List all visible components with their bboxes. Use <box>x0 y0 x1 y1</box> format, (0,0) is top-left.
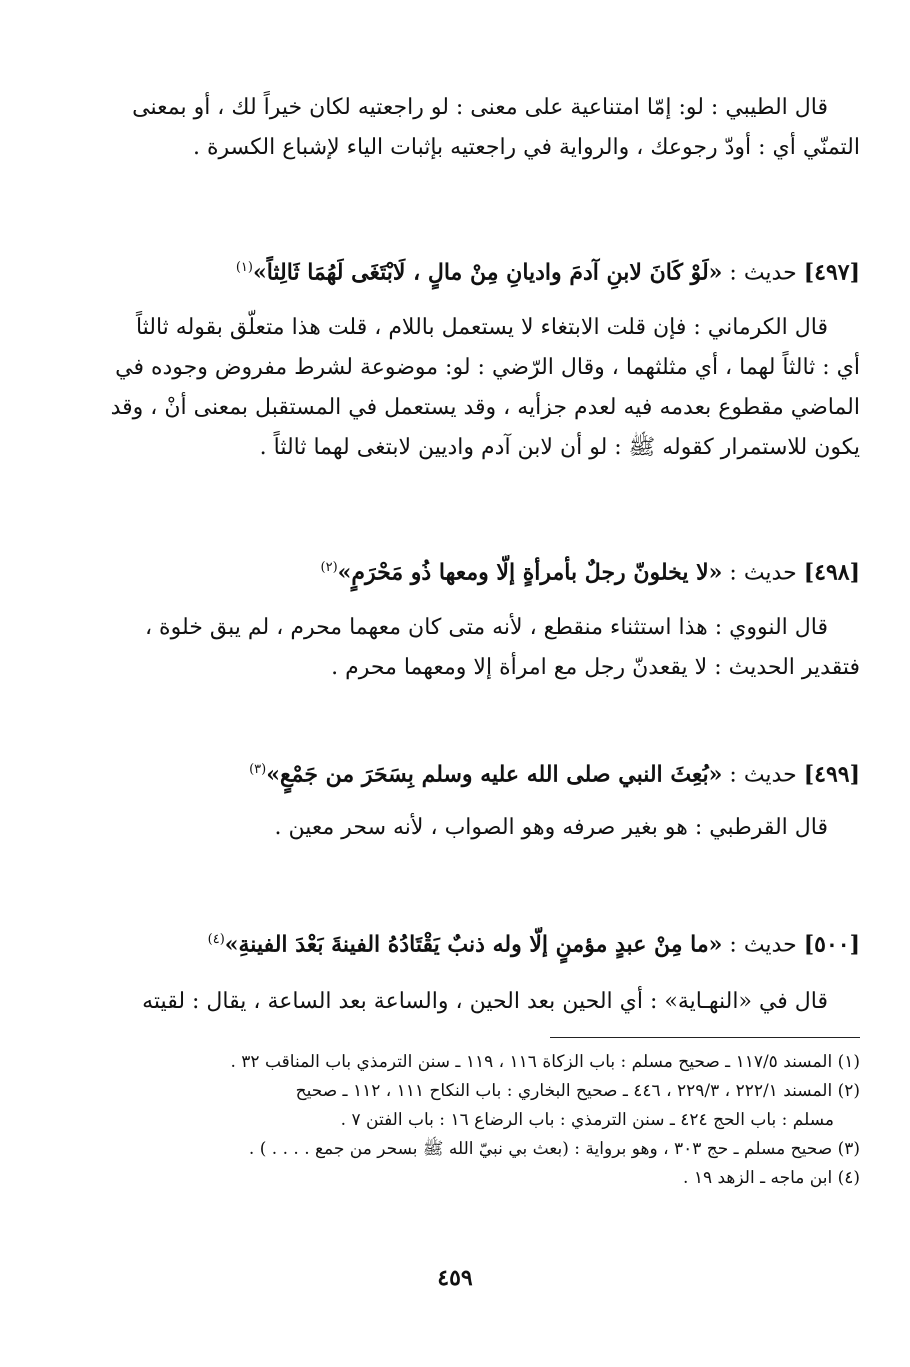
footnote-separator <box>550 1037 860 1038</box>
hadith-number: [٤٩٩] <box>803 761 860 788</box>
commentary-line: قال النووي : هذا استثناء منقطع ، لأنه متى كان معهما محرم ، لم يبق خلوة ، <box>144 615 828 640</box>
hadith-number: [٤٩٨] <box>803 559 860 586</box>
hadith-label: حديث : <box>729 260 797 286</box>
hadith-number: [٤٩٧] <box>803 259 860 286</box>
paragraph-line: التمنّي أي : أودّ رجوعك ، والرواية في راجعتيه بإثبات الياء لإشباع الكسرة . <box>192 135 860 160</box>
footnote-ref: (١) <box>235 260 253 275</box>
hadith-label: حديث : <box>729 560 797 586</box>
hadith-heading-498 <box>50 550 860 591</box>
commentary-497 <box>50 308 860 468</box>
commentary-line: فتقدير الحديث : لا يقعدنّ رجل مع امرأة إلا ومعهما محرم . <box>331 655 860 680</box>
hadith-heading-499 <box>50 752 860 793</box>
hadith-label: حديث : <box>729 932 797 958</box>
commentary-499 <box>50 808 860 848</box>
commentary-line: الماضي مقطوع بعدمه فيه لعدم جزأيه ، وقد يستعمل في المستقبل بمعنى أنْ ، وقد <box>110 395 860 420</box>
footnote-ref: (٤) <box>207 932 225 947</box>
commentary-line: أي : ثالثاً لهما ، أي مثلثهما ، وقال الرّضي : لو: موضوعة لشرط مفروض وجوده في <box>115 355 860 380</box>
hadith-heading-500 <box>50 922 860 963</box>
commentary-line: قال في «النهـاية» : أي الحين بعد الحين ، والساعة بعد الساعة ، يقال : لقيته <box>142 989 828 1014</box>
hadith-heading-497 <box>50 250 860 291</box>
commentary-line: يكون للاستمرار كقوله ﷺ : لو أن لابن آدم واديين لابتغى لهما ثالثاً . <box>259 435 860 460</box>
page-number: ٤٥٩ <box>437 1265 473 1291</box>
footnote-4: (٤) ابن ماجه ـ الزهد ١٩ . <box>683 1168 860 1188</box>
footnote-1: (١) المسند ١١٧/٥ ـ صحيح مسلم : باب الزكاة ١١٦ ، ١١٩ ـ سنن الترمذي باب المناقب ٣٢ . <box>230 1052 860 1072</box>
top-paragraph <box>50 88 860 168</box>
commentary-line: قال الكرماني : فإن قلت الابتغاء لا يستعمل باللام ، قلت هذا متعلّق بقوله ثالثاً <box>135 315 828 340</box>
hadith-text: «لَوْ كَانَ لابنِ آدمَ واديانِ مِنْ مالٍ ، لَابْتَغَى لَهُمَا ثَالِثاً» <box>252 259 723 286</box>
hadith-text: «بُعِثَ النبي صلى الله عليه وسلم بِسَحَرَ من جَمْعٍ» <box>266 761 723 788</box>
hadith-number: [٥٠٠] <box>803 931 860 958</box>
commentary-line: قال القرطبي : هو بغير صرفه وهو الصواب ، لأنه سحر معين . <box>274 815 828 840</box>
paragraph-line: قال الطيبي : لو: إمّا امتناعية على معنى : لو راجعتيه لكان خيراً لك ، أو بمعنى <box>132 95 828 120</box>
footnote-2: (٢) المسند ٢٢٢/١ ، ٢٢٩/٣ ، ٤٤٦ ـ صحيح البخاري : باب النكاح ١١١ ، ١١٢ ـ صحيح <box>295 1081 860 1101</box>
footnote-ref: (٣) <box>249 762 267 777</box>
hadith-text: «لا يخلونّ رجلٌ بأمرأةٍ إلّا ومعها ذُو مَحْرَمٍ» <box>337 559 723 586</box>
footnotes <box>50 1048 860 1193</box>
footnote-3: (٣) صحيح مسلم ـ حج ٣٠٣ ، وهو برواية : (بعث بي نبيّ الله ﷺ بسحر من جمع . . . . ) . <box>248 1139 860 1159</box>
hadith-label: حديث : <box>729 762 797 788</box>
footnote-2-continued: مسلم : باب الحج ٤٢٤ ـ سنن الترمذي : باب الرضاع ١٦ : باب الفتن ٧ . <box>340 1110 834 1130</box>
footnote-ref: (٢) <box>320 560 338 575</box>
hadith-text: «ما مِنْ عبدٍ مؤمنٍ إلّا وله ذنبٌ يَقْتَادُهُ الفينةَ بَعْدَ الفينةِ» <box>224 931 723 958</box>
commentary-500 <box>50 982 860 1022</box>
commentary-498 <box>50 608 860 688</box>
